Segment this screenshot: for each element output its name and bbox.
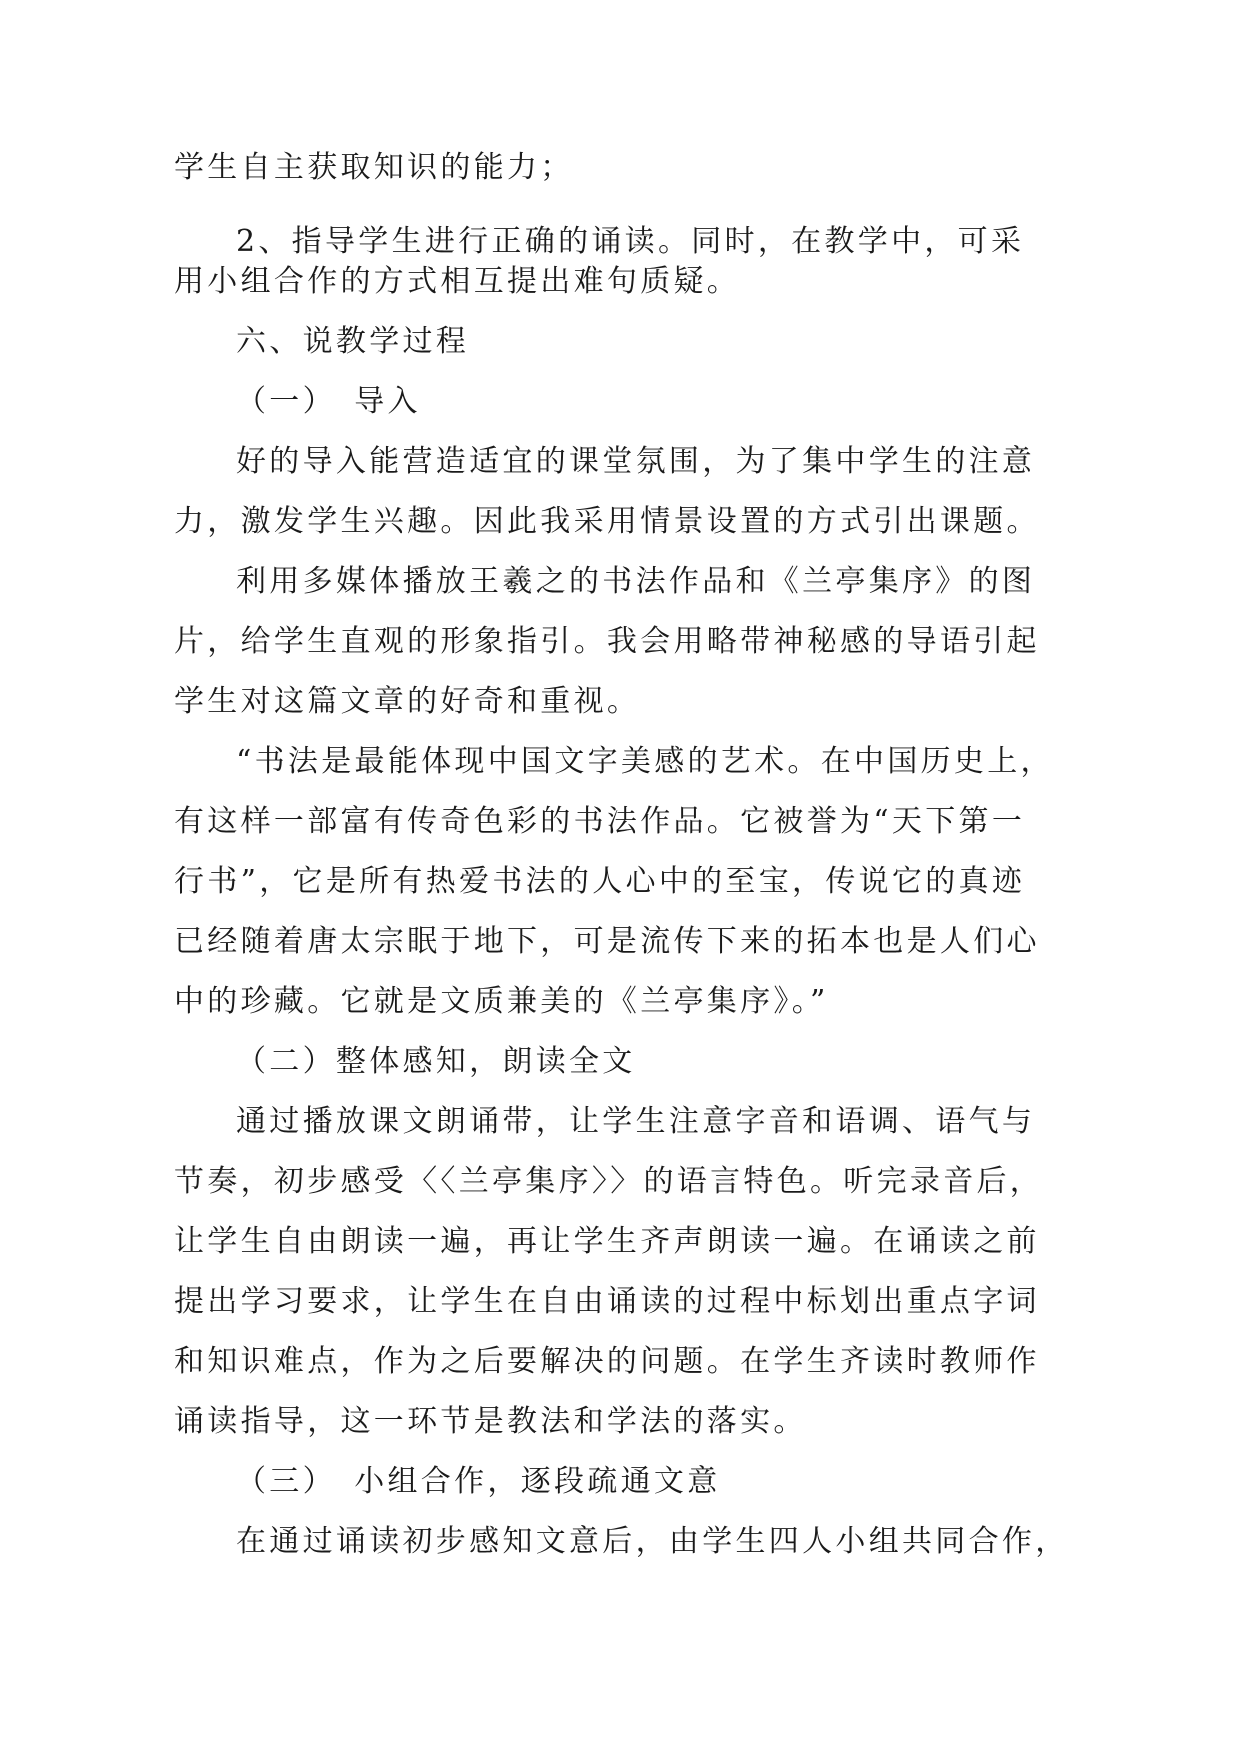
text-line: 诵读指导，这一环节是教法和学法的落实。 [174,1404,807,1439]
text-line: 节奏，初步感受〈〈兰亭集序〉〉的语言特色。听完录音后， [174,1164,1044,1199]
subsection-heading: （一） 导入 [236,384,421,419]
text-line: 让学生自由朗读一遍，再让学生齐声朗读一遍。在诵读之前 [174,1224,1040,1259]
text-line: 利用多媒体播放王羲之的书法作品和《兰亭集序》的图 [236,564,1036,599]
quote-line: “书法是最能体现中国文字美感的艺术。在中国历史上， [236,744,1054,779]
quote-line: 中的珍藏。它就是文质兼美的《兰亭集序》。” [174,984,829,1019]
section-heading: 六、说教学过程 [236,324,470,359]
text-line: 2、指导学生进行正确的诵读。同时，在教学中，可采 [236,224,1025,259]
subsection-heading: （三） 小组合作，逐段疏通文意 [236,1464,721,1499]
text-line: 好的导入能营造适宜的课堂氛围，为了集中学生的注意 [236,444,1036,479]
text-line: 用小组合作的方式相互提出难句质疑。 [174,264,741,299]
text-line: 和知识难点，作为之后要解决的问题。在学生齐读时教师作 [174,1344,1040,1379]
text-line: 在通过诵读初步感知文意后，由学生四人小组共同合作， [236,1524,1069,1559]
subsection-heading: （二）整体感知，朗读全文 [236,1044,636,1079]
text-line: 学生对这篇文章的好奇和重视。 [174,684,641,719]
text-line: 提出学习要求，让学生在自由诵读的过程中标划出重点字词 [174,1284,1040,1319]
quote-line: 已经随着唐太宗眠于地下，可是流传下来的拓本也是人们心 [174,924,1040,959]
text-line: 片，给学生直观的形象指引。我会用略带神秘感的导语引起 [174,624,1040,659]
text-line: 通过播放课文朗诵带，让学生注意字音和语调、语气与 [236,1104,1036,1139]
text-line: 学生自主获取知识的能力； [174,150,574,185]
text-line: 力，激发学生兴趣。因此我采用情景设置的方式引出课题。 [174,504,1040,539]
quote-line: 行书”，它是所有热爱书法的人心中的至宝，传说它的真迹 [174,864,1026,899]
quote-line: 有这样一部富有传奇色彩的书法作品。它被誉为“天下第一 [174,804,1026,839]
